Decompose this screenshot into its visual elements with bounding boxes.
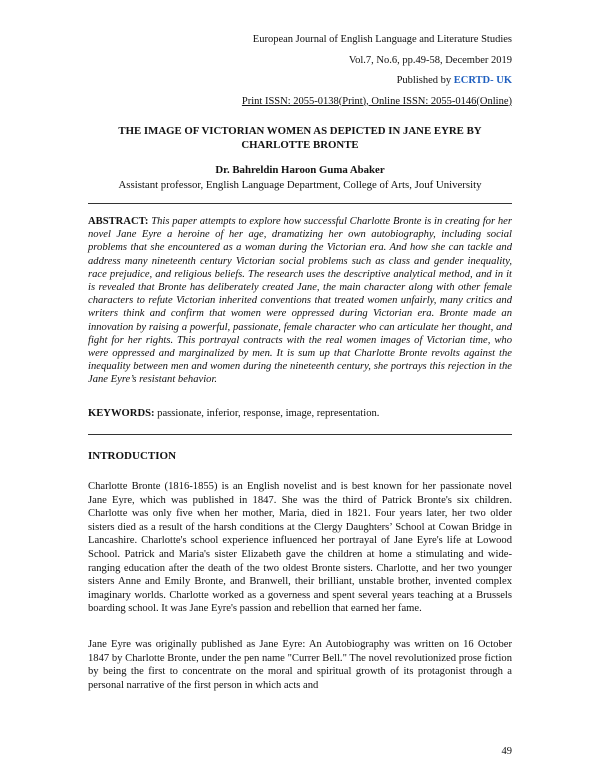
section-heading-introduction: INTRODUCTION bbox=[88, 450, 177, 462]
abstract-bottom-rule bbox=[88, 434, 512, 435]
abstract bbox=[88, 215, 512, 387]
abstract-label: ABSTRACT: bbox=[88, 216, 149, 227]
published-by-text: Published by bbox=[396, 75, 454, 86]
issn-info: Print ISSN: 2055-0138(Print), Online ISSN: 2055-0146(Online) bbox=[241, 95, 512, 107]
paragraph: Jane Eyre was originally published as Jane Eyre: An Autobiography was written on 16 October 1847 by Charlotte Bronte, under the pen name "Currer Bell." The novel revolutionized prose fiction by being the first to concentrate on the moral and spiritual growth of its protagonist through a personal narrative of the first person in which acts and bbox=[88, 639, 512, 691]
paragraph: Charlotte Bronte (1816-1855) is an English novelist and is best known for her passionate novel Jane Eyre, which was published in 1847. She was the third of Patrick Bronte's six children. Charlotte was only five when her mother, Maria, died in 1821. Four years later, her two older sisters died as a result of the harsh conditions at the Clergy Daughters’ School at Cowan Bridge in Lancashire. Charlotte's school experience influenced her portrayal of Jane Eyre's life at Lowood School. Patrick and Maria's sister Elizabeth gave the children at home a stimulating and wide-ranging education after the death of the two oldest Bronte sisters. Charlotte, and her two younger sisters Anne and Emily Bronte, and Branwell, their brilliant, unstable brother, invented complex imaginary worlds. Charlotte worked as a governess and spent several years teaching at a Brussels boarding school. It was Jane Eyre's passion and rebellion that earned her fame. bbox=[88, 481, 512, 615]
journal-name: European Journal of English Language and Literature Studies bbox=[252, 34, 512, 45]
publisher-link[interactable]: ECRTD- UK bbox=[453, 75, 512, 86]
publisher-line bbox=[242, 71, 512, 92]
author-block bbox=[90, 163, 510, 193]
page-number: 49 bbox=[501, 746, 512, 757]
journal-header bbox=[242, 30, 512, 112]
keywords bbox=[88, 407, 512, 420]
keywords-label: KEYWORDS: bbox=[88, 408, 155, 419]
volume-info: Vol.7, No.6, pp.49-58, December 2019 bbox=[348, 54, 512, 66]
abstract-text: This paper attempts to explore how successful Charlotte Bronte is in creating for her novel Jane Eyre a heroine of her age, dramatizing her own autobiography, including social problems that she encountered as a woman during the Victorian era. And how she can tackle and address many nineteenth century Victorian social problems such as class and gender inequality, race prejudice, and religious beliefs. The research uses the descriptive analytical method, and in it is revealed that Bronte has deliberately created Jane, the main character along with other female characters to refute Victorian inherited conventions that treated women unfairly, many critics and writers think and confirm that women were oppressed during Victorian era. Bronte made an innovation by raising a powerful, passionate, female character who can articulate her thought, and fight for her rights. This portrayal contracts with the real women images of Victorian time, who were oppressed and marginalized by men. It is sum up that Charlotte Bronte revolts against the inequality between men and women during the nineteenth century, she portrays this rejection in the Jane Eyre’s resistant behavior. bbox=[88, 216, 512, 386]
author-name: Dr. Bahreldin Haroon Guma Abaker bbox=[215, 164, 385, 176]
keywords-text: passionate, inferior, response, image, representation. bbox=[157, 408, 380, 419]
author-affiliation: Assistant professor, English Language Department, College of Arts, Jouf University bbox=[118, 179, 482, 191]
abstract-top-rule bbox=[88, 203, 512, 204]
paper-title: THE IMAGE OF VICTORIAN WOMEN AS DEPICTED IN JANE EYRE BY CHARLOTTE BRONTE bbox=[118, 125, 482, 151]
